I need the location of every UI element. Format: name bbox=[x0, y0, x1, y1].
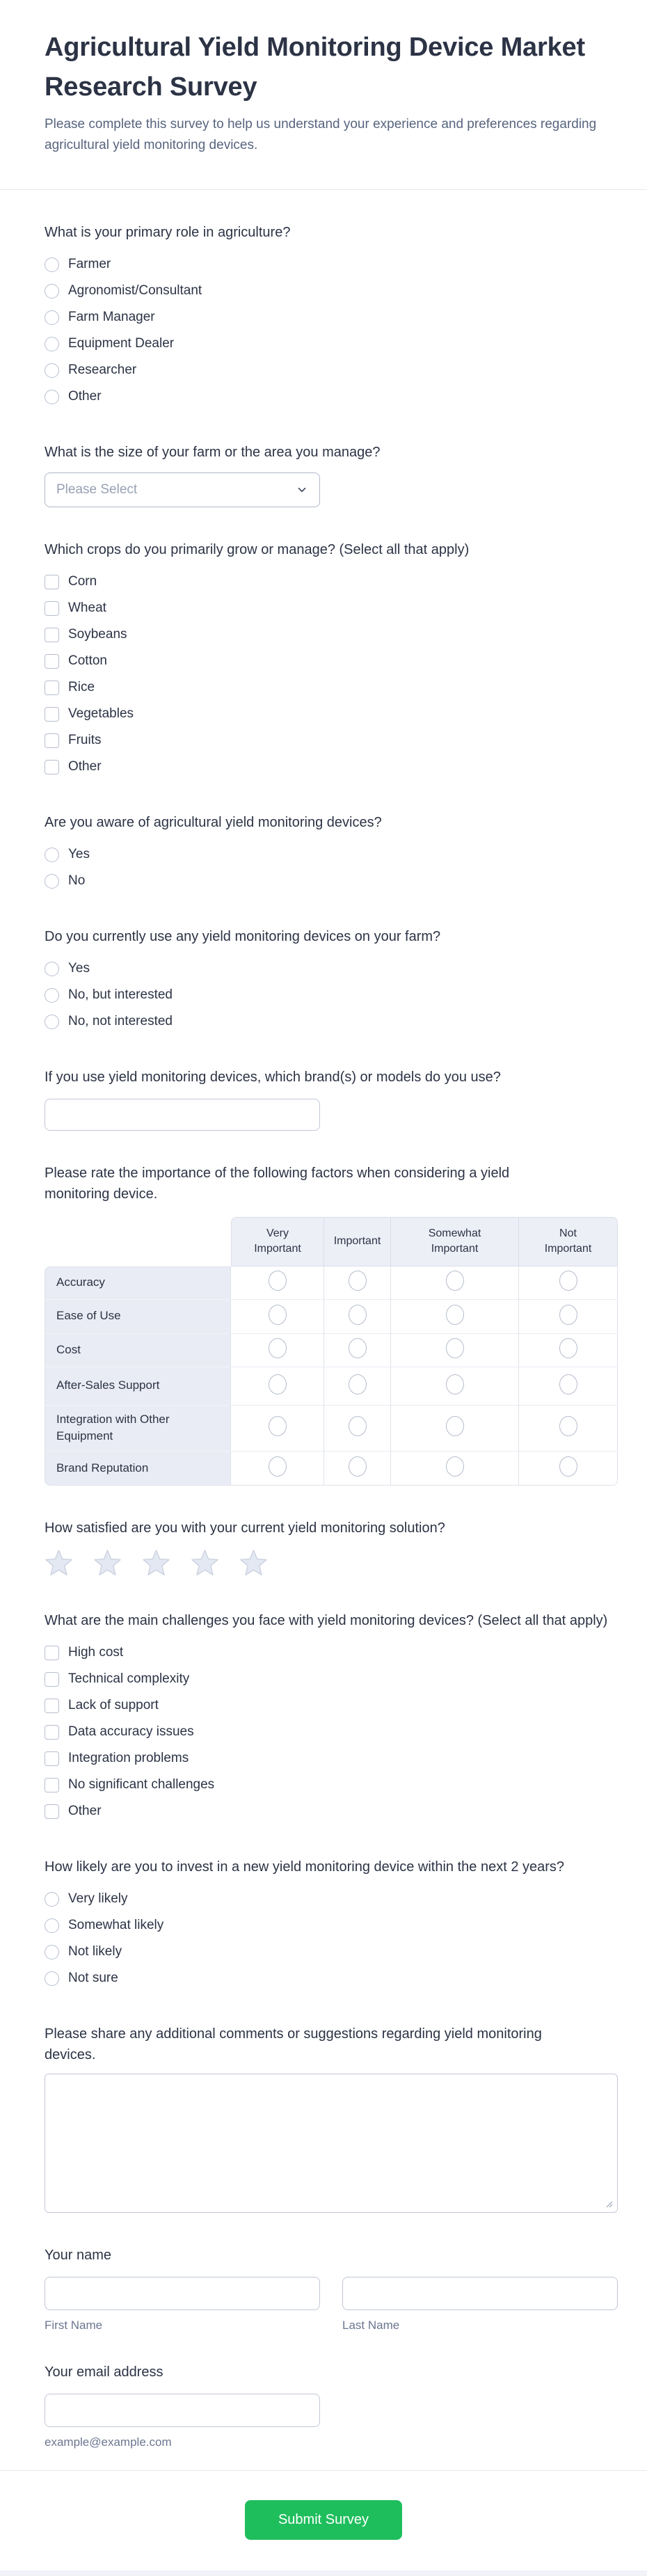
option-label: No, but interested bbox=[68, 987, 173, 1003]
matrix-radio[interactable] bbox=[269, 1338, 287, 1358]
matrix-radio[interactable] bbox=[446, 1338, 464, 1358]
option-label: Farm Manager bbox=[68, 310, 155, 325]
question-label: Which crops do you primarily grow or manage? (Select all that apply) bbox=[45, 542, 470, 558]
radio-icon bbox=[45, 337, 59, 351]
radio-icon bbox=[45, 874, 59, 889]
matrix-row-label: Brand Reputation bbox=[45, 1452, 231, 1486]
option-label: Yes bbox=[68, 847, 90, 862]
matrix-header-row bbox=[45, 1217, 618, 1266]
brands-input[interactable] bbox=[45, 1099, 320, 1131]
star-3-icon[interactable] bbox=[142, 1550, 170, 1578]
first-name-field-wrap bbox=[45, 2277, 320, 2332]
option-label: Lack of support bbox=[68, 1698, 159, 1713]
option-cotton[interactable] bbox=[45, 648, 618, 674]
matrix-radio[interactable] bbox=[269, 1305, 287, 1325]
option-no-significant-challenges[interactable] bbox=[45, 1772, 618, 1798]
radio-icon bbox=[45, 848, 59, 862]
option-label: Researcher bbox=[68, 363, 137, 378]
option-use-no-not-interested[interactable] bbox=[45, 1008, 618, 1035]
importance-matrix-table bbox=[45, 1217, 618, 1486]
option-vegetables[interactable] bbox=[45, 701, 618, 727]
option-aware-yes[interactable] bbox=[45, 841, 618, 868]
last-name-sublabel: Last Name bbox=[342, 2319, 400, 2332]
matrix-corner-cell bbox=[45, 1217, 231, 1266]
matrix-radio[interactable] bbox=[559, 1271, 577, 1291]
option-label: Farmer bbox=[68, 257, 111, 272]
option-high-cost[interactable] bbox=[45, 1639, 618, 1666]
checkbox-icon bbox=[45, 1804, 59, 1819]
radio-icon bbox=[45, 1892, 59, 1907]
last-name-input[interactable] bbox=[342, 2277, 618, 2310]
matrix-radio[interactable] bbox=[559, 1416, 577, 1436]
option-label: No significant challenges bbox=[68, 1777, 215, 1792]
comments-textarea[interactable] bbox=[45, 2074, 618, 2213]
option-lack-of-support[interactable] bbox=[45, 1692, 618, 1719]
matrix-radio[interactable] bbox=[446, 1456, 464, 1477]
checkbox-icon bbox=[45, 601, 59, 616]
header-divider bbox=[0, 189, 647, 190]
matrix-row-ease-of-use bbox=[45, 1300, 618, 1334]
option-agronomist-consultant[interactable] bbox=[45, 278, 618, 304]
page-title: Agricultural Yield Monitoring Device Market Research Survey bbox=[45, 33, 585, 102]
option-rice[interactable] bbox=[45, 674, 618, 701]
option-use-no-interested[interactable] bbox=[45, 982, 618, 1008]
email-sublabel: example@example.com bbox=[45, 2435, 172, 2449]
matrix-radio[interactable] bbox=[349, 1416, 367, 1436]
radio-icon bbox=[45, 988, 59, 1003]
option-role-other[interactable] bbox=[45, 383, 618, 410]
question-email bbox=[45, 2362, 618, 2449]
question-label: Please rate the importance of the following factors when considering a yield monitoring device. bbox=[45, 1166, 510, 1202]
matrix-row-label: Integration with Other Equipment bbox=[45, 1406, 231, 1452]
checkbox-icon bbox=[45, 733, 59, 748]
select-placeholder: Please Select bbox=[56, 482, 138, 498]
question-challenges bbox=[45, 1610, 618, 1824]
question-role bbox=[45, 222, 618, 410]
matrix-row-label: Accuracy bbox=[45, 1266, 231, 1300]
checkbox-icon bbox=[45, 654, 59, 669]
option-somewhat-likely[interactable] bbox=[45, 1912, 618, 1939]
option-data-accuracy-issues[interactable] bbox=[45, 1719, 618, 1745]
matrix-radio[interactable] bbox=[446, 1374, 464, 1394]
option-label: Other bbox=[68, 389, 102, 404]
option-label: Other bbox=[68, 759, 102, 774]
option-label: Agronomist/Consultant bbox=[68, 283, 202, 299]
radio-icon bbox=[45, 284, 59, 299]
star-rating bbox=[45, 1550, 618, 1578]
option-challenges-other[interactable] bbox=[45, 1798, 618, 1824]
question-label: Your email address bbox=[45, 2364, 163, 2380]
radio-icon bbox=[45, 1945, 59, 1959]
option-label: Cotton bbox=[68, 653, 107, 669]
checkbox-group-challenges bbox=[45, 1639, 618, 1824]
option-label: Technical complexity bbox=[68, 1671, 190, 1687]
matrix-column-header: Important bbox=[324, 1217, 391, 1266]
farm-size-select[interactable] bbox=[45, 472, 320, 507]
question-name bbox=[45, 2245, 618, 2332]
option-very-likely[interactable] bbox=[45, 1886, 618, 1912]
question-current-use bbox=[45, 926, 618, 1035]
question-label: Your name bbox=[45, 2248, 111, 2264]
radio-group-current-use bbox=[45, 955, 618, 1035]
option-label: Fruits bbox=[68, 733, 102, 748]
option-label: Other bbox=[68, 1804, 102, 1819]
matrix-row-integration bbox=[45, 1406, 618, 1452]
matrix-radio[interactable] bbox=[349, 1338, 367, 1358]
question-label: What is your primary role in agriculture? bbox=[45, 225, 291, 241]
radio-icon bbox=[45, 962, 59, 976]
matrix-radio[interactable] bbox=[269, 1374, 287, 1394]
matrix-radio[interactable] bbox=[559, 1338, 577, 1358]
option-aware-no[interactable] bbox=[45, 868, 618, 894]
first-name-sublabel: First Name bbox=[45, 2319, 103, 2332]
radio-group-role bbox=[45, 251, 618, 410]
first-name-input[interactable] bbox=[45, 2277, 320, 2310]
question-farm-size bbox=[45, 442, 618, 507]
question-crops bbox=[45, 539, 618, 780]
matrix-radio[interactable] bbox=[349, 1374, 367, 1394]
checkbox-icon bbox=[45, 707, 59, 722]
option-label: Soybeans bbox=[68, 627, 127, 642]
option-label: Integration problems bbox=[68, 1751, 189, 1766]
email-input[interactable] bbox=[45, 2394, 320, 2427]
radio-icon bbox=[45, 310, 59, 325]
radio-icon bbox=[45, 257, 59, 272]
matrix-row-label: After-Sales Support bbox=[45, 1367, 231, 1406]
option-technical-complexity[interactable] bbox=[45, 1666, 618, 1692]
question-label: How likely are you to invest in a new yield monitoring device within the next 2 years? bbox=[45, 1859, 565, 1875]
option-label: No bbox=[68, 873, 86, 889]
matrix-radio[interactable] bbox=[349, 1456, 367, 1477]
option-label: High cost bbox=[68, 1645, 124, 1660]
option-corn[interactable] bbox=[45, 569, 618, 595]
star-2-icon[interactable] bbox=[93, 1550, 122, 1578]
matrix-row-label: Cost bbox=[45, 1334, 231, 1367]
checkbox-icon bbox=[45, 681, 59, 695]
checkbox-icon bbox=[45, 628, 59, 642]
option-equipment-dealer[interactable] bbox=[45, 331, 618, 357]
option-not-likely[interactable] bbox=[45, 1939, 618, 1965]
matrix-radio[interactable] bbox=[559, 1456, 577, 1477]
form-header bbox=[45, 0, 618, 156]
matrix-radio[interactable] bbox=[446, 1271, 464, 1291]
question-importance-matrix bbox=[45, 1163, 618, 1486]
form-subtitle: Please complete this survey to help us understand your experience and preferences regarding agricultural yield monitoring devices. bbox=[45, 117, 597, 153]
matrix-column-header: Not Important bbox=[519, 1217, 618, 1266]
question-brands bbox=[45, 1067, 618, 1131]
radio-icon bbox=[45, 363, 59, 378]
option-label: No, not interested bbox=[68, 1014, 173, 1029]
option-label: Data accuracy issues bbox=[68, 1724, 194, 1740]
radio-icon bbox=[45, 390, 59, 404]
question-label: How satisfied are you with your current yield monitoring solution? bbox=[45, 1520, 445, 1536]
option-farm-manager[interactable] bbox=[45, 304, 618, 331]
question-aware bbox=[45, 812, 618, 894]
matrix-radio[interactable] bbox=[559, 1374, 577, 1394]
option-label: Not likely bbox=[68, 1944, 122, 1959]
radio-icon bbox=[45, 1015, 59, 1029]
checkbox-icon bbox=[45, 575, 59, 589]
option-researcher[interactable] bbox=[45, 357, 618, 383]
option-label: Somewhat likely bbox=[68, 1918, 164, 1933]
question-comments bbox=[45, 2024, 618, 2213]
checkbox-icon bbox=[45, 1778, 59, 1792]
question-label: What are the main challenges you face with yield monitoring devices? (Select all that apply) bbox=[45, 1613, 608, 1629]
matrix-radio[interactable] bbox=[269, 1456, 287, 1477]
option-label: Very likely bbox=[68, 1891, 128, 1907]
matrix-radio[interactable] bbox=[269, 1416, 287, 1436]
question-label: What is the size of your farm or the area you manage? bbox=[45, 445, 381, 461]
option-label: Vegetables bbox=[68, 706, 134, 722]
radio-icon bbox=[45, 1918, 59, 1933]
star-4-icon[interactable] bbox=[191, 1550, 219, 1578]
option-integration-problems[interactable] bbox=[45, 1745, 618, 1772]
option-use-yes[interactable] bbox=[45, 955, 618, 982]
option-not-sure[interactable] bbox=[45, 1965, 618, 1991]
chevron-down-icon bbox=[296, 484, 308, 496]
matrix-column-header: Very Important bbox=[231, 1217, 324, 1266]
option-fruits[interactable] bbox=[45, 727, 618, 754]
checkbox-icon bbox=[45, 1672, 59, 1687]
matrix-radio[interactable] bbox=[446, 1416, 464, 1436]
matrix-radio[interactable] bbox=[446, 1305, 464, 1325]
matrix-column-header: Somewhat Important bbox=[391, 1217, 519, 1266]
option-crops-other[interactable] bbox=[45, 754, 618, 780]
checkbox-icon bbox=[45, 1646, 59, 1660]
option-label: Rice bbox=[68, 680, 95, 695]
option-label: Equipment Dealer bbox=[68, 336, 175, 351]
option-label: Not sure bbox=[68, 1971, 118, 1986]
matrix-radio[interactable] bbox=[349, 1305, 367, 1325]
star-1-icon[interactable] bbox=[45, 1550, 73, 1578]
option-wheat[interactable] bbox=[45, 595, 618, 621]
matrix-row-after-sales-support bbox=[45, 1367, 618, 1406]
checkbox-icon bbox=[45, 1725, 59, 1740]
last-name-field-wrap bbox=[342, 2277, 618, 2332]
matrix-radio[interactable] bbox=[559, 1305, 577, 1325]
checkbox-icon bbox=[45, 1751, 59, 1766]
radio-icon bbox=[45, 1971, 59, 1986]
option-label: Wheat bbox=[68, 601, 106, 616]
matrix-row-cost bbox=[45, 1334, 618, 1367]
checkbox-group-crops bbox=[45, 569, 618, 780]
question-invest bbox=[45, 1857, 618, 1991]
question-label: If you use yield monitoring devices, which brand(s) or models do you use? bbox=[45, 1070, 501, 1086]
question-label: Do you currently use any yield monitoring devices on your farm? bbox=[45, 929, 441, 945]
checkbox-icon bbox=[45, 760, 59, 774]
star-5-icon[interactable] bbox=[239, 1550, 268, 1578]
option-farmer[interactable] bbox=[45, 251, 618, 278]
option-soybeans[interactable] bbox=[45, 621, 618, 648]
page-background-strip bbox=[0, 2570, 647, 2576]
option-label: Corn bbox=[68, 574, 97, 589]
submit-button[interactable]: Submit Survey bbox=[245, 2500, 402, 2540]
question-label: Are you aware of agricultural yield monitoring devices? bbox=[45, 815, 382, 831]
radio-group-invest bbox=[45, 1886, 618, 1991]
matrix-row-accuracy bbox=[45, 1266, 618, 1300]
checkbox-icon bbox=[45, 1699, 59, 1713]
matrix-radio[interactable] bbox=[269, 1271, 287, 1291]
radio-group-aware bbox=[45, 841, 618, 894]
matrix-row-brand-reputation bbox=[45, 1452, 618, 1486]
question-label: Please share any additional comments or suggestions regarding yield monitoring devices. bbox=[45, 2026, 542, 2063]
matrix-row-label: Ease of Use bbox=[45, 1300, 231, 1334]
option-label: Yes bbox=[68, 961, 90, 976]
submit-section bbox=[0, 2471, 647, 2570]
matrix-radio[interactable] bbox=[349, 1271, 367, 1291]
question-satisfaction bbox=[45, 1518, 618, 1578]
